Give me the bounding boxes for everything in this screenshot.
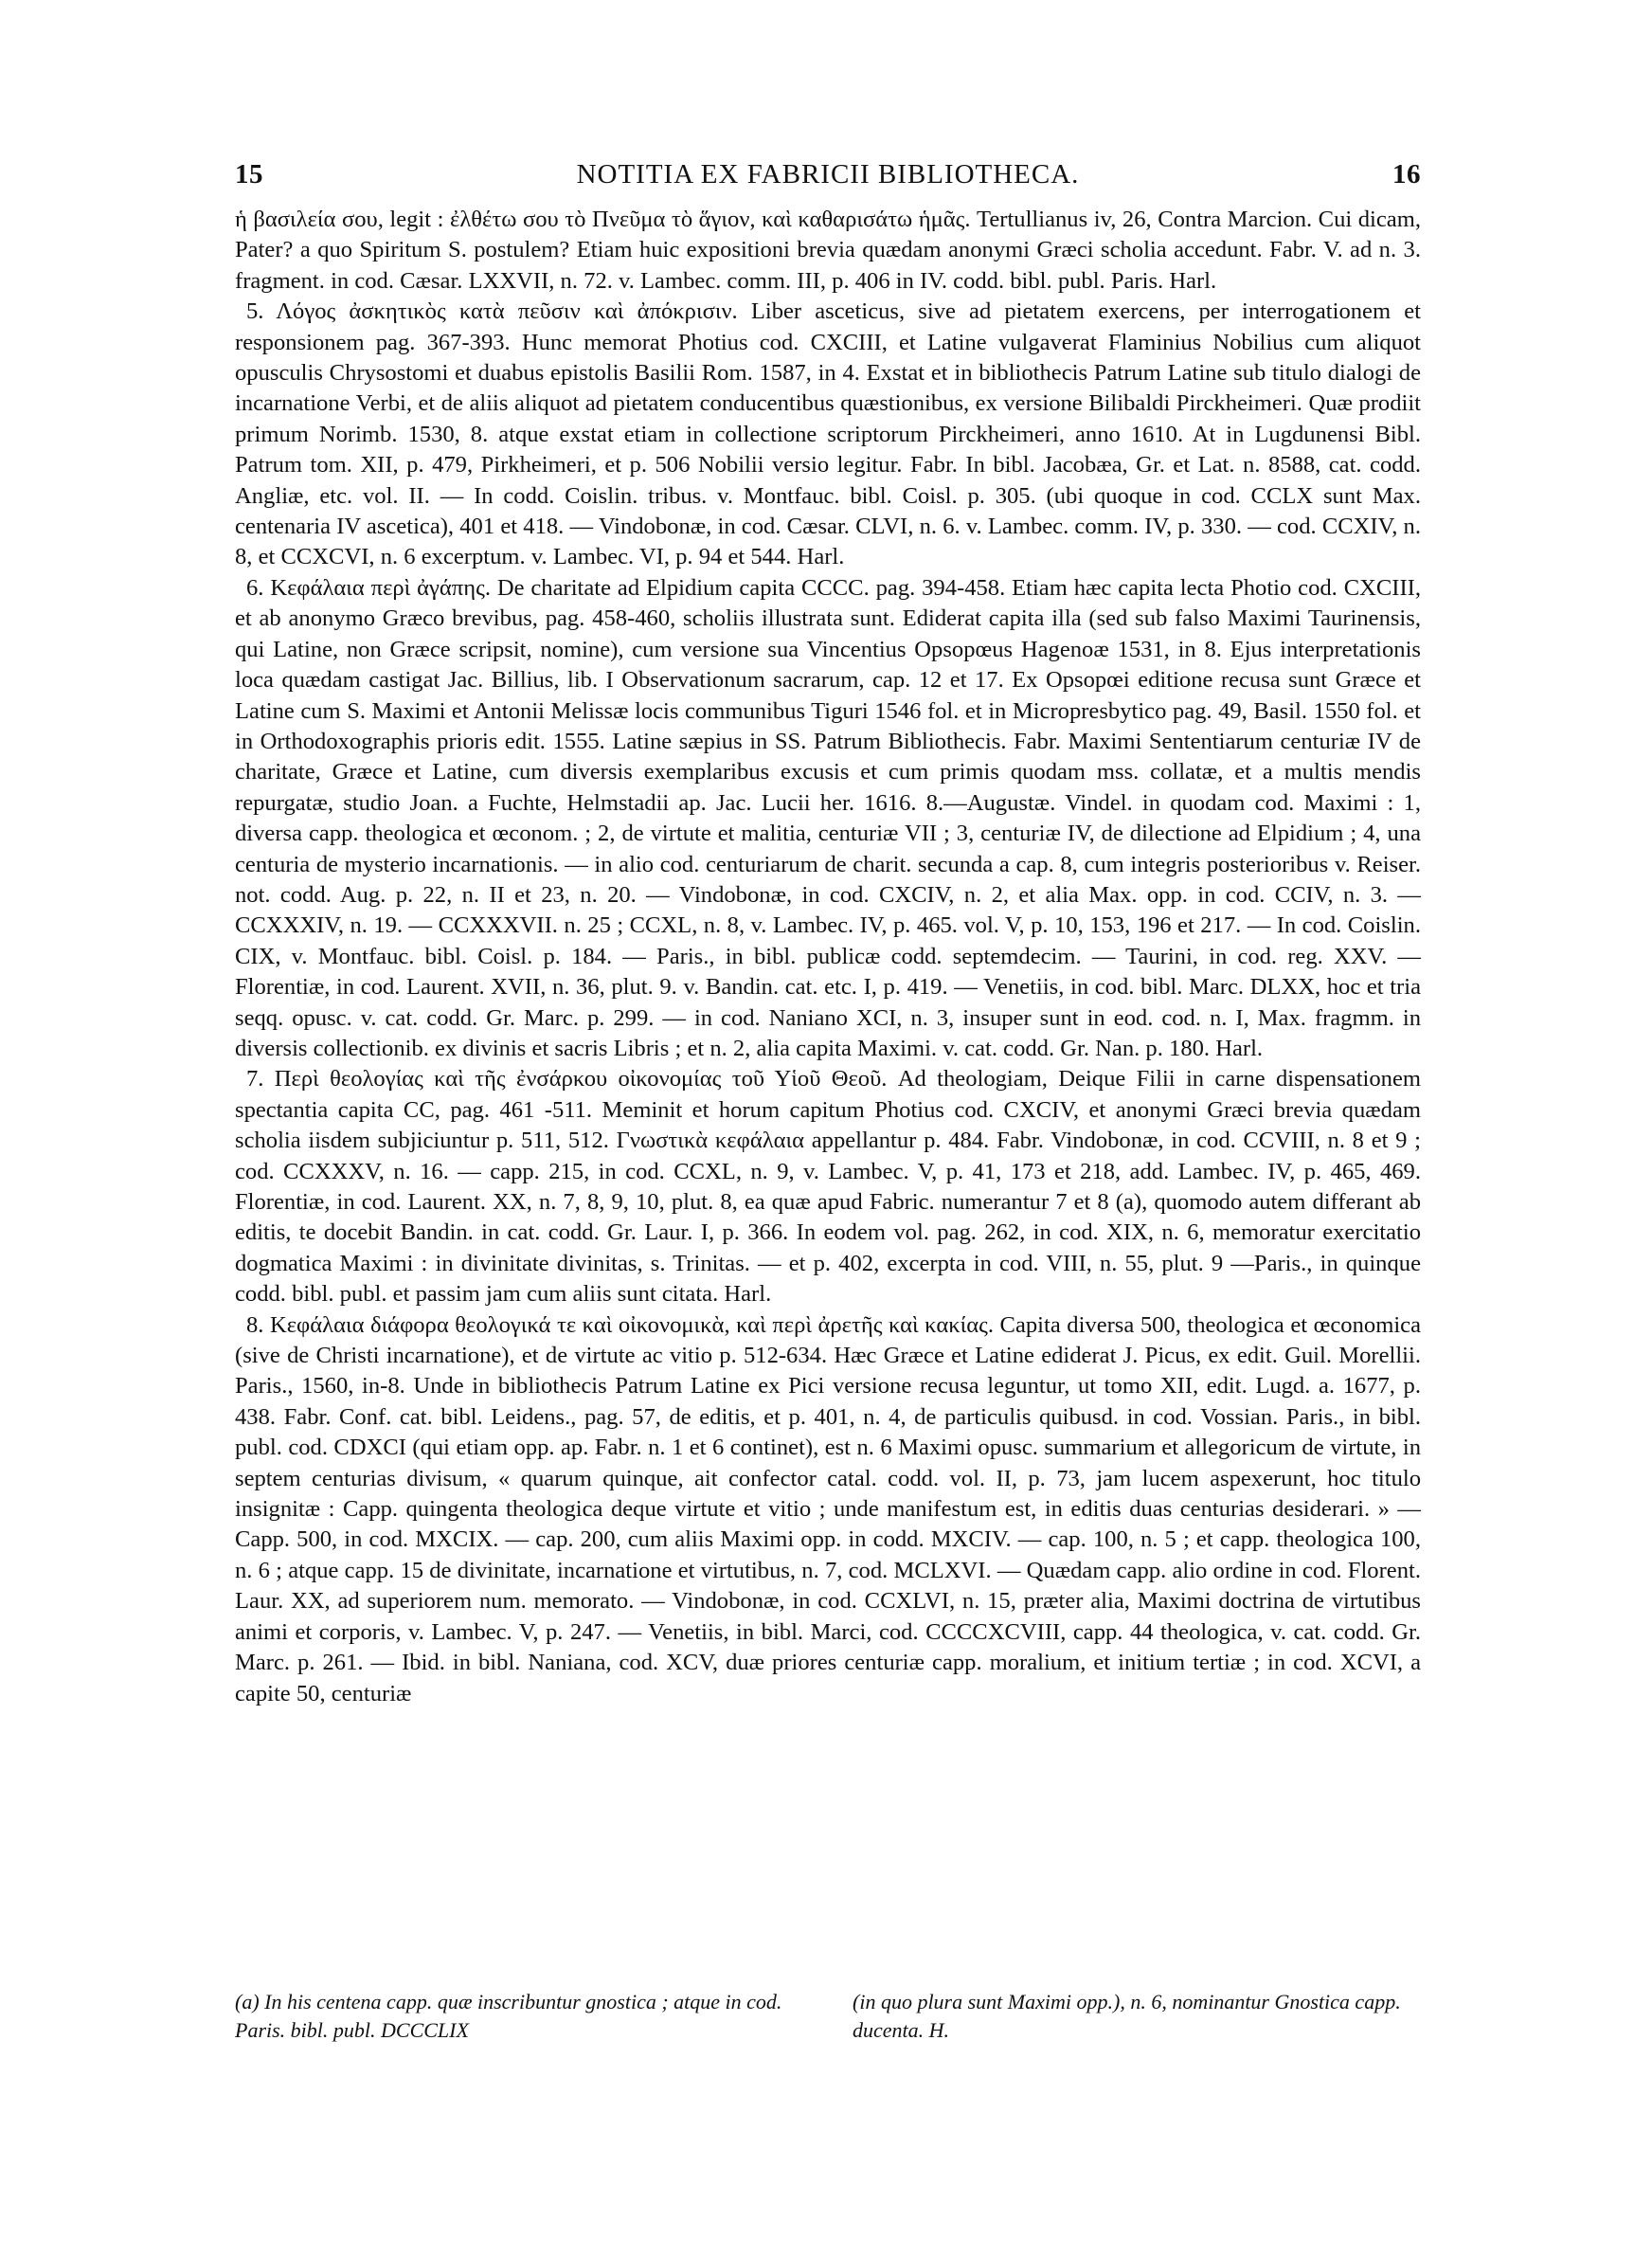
- entry-7-ad-theologiam: 7. Περὶ θεολογίας καὶ τῆς ἐνσάρκου οἰκονομίας τοῦ Υἱοῦ Θεοῦ. Ad theologiam, Deique Filii in carne dispensationem spectantia capita CC, pag. 461 -511. Meminit et horum capitum Photius cod. CXCIV, et anonymi Græci brevia quædam scholia iisdem subjiciuntur p. 511, 512. Γνωστικὰ κεφάλαια appellantur p. 484. Fabr. Vindobonæ, in cod. CCVIII, n. 8 et 9 ; cod. CCXXXV, n. 16. — capp. 215, in cod. CCXL, n. 9, v. Lambec. V, p. 41, 173 et 218, add. Lambec. IV, p. 465, 469. Florentiæ, in cod. Laurent. XX, n. 7, 8, 9, 10, plut. 8, ea quæ apud Fabric. numerantur 7 et 8 (a), quomodo autem differant ab editis, te docebit Bandin. in cat. codd. Gr. Laur. I, p. 366. In eodem vol. pag. 262, in cod. XIX, n. 6, memoratur exercitatio dogmatica Maximi : in divinitate divinitas, s. Trinitas. — et p. 402, excerpta in cod. VIII, n. 55, plut. 9 —Paris., in quinque codd. bibl. publ. et passim jam cum aliis sunt citata. Harl.: [235, 1066, 1421, 1308]
- footnote-right: (in quo plura sunt Maximi opp.), n. 6, nominantur Gnostica capp. ducenta. H.: [853, 1990, 1401, 2042]
- entry-6-de-charitate: 6. Κεφάλαια περὶ ἀγάπης. De charitate ad Elpidium capita CCCC. pag. 394-458. Etiam hæc capita lecta Photio cod. CXCIII, et ab anonymo Græco brevibus, pag. 458-460, scholiis illustrata sunt. Ediderat capita illa (sed sub falso Maximi Taurinensis, qui Latine, non Græce scripsit, nomine), cum versione sua Vincentius Opsopœus Hagenoæ 1531, in 8. Ejus interpretationis loca quædam castigat Jac. Billius, lib. I Observationum sacrarum, cap. 12 et 17. Ex Opsopœi editione recusa sunt Græce et Latine cum S. Maximi et Antonii Melissæ locis communibus Tiguri 1546 fol. et in Micropresbytico pag. 49, Basil. 1550 fol. et in Orthodoxographis prioris edit. 1555. Latine sæpius in SS. Patrum Bibliothecis. Fabr. Maximi Sententiarum centuriæ IV de charitate, Græce et Latine, cum diversis exemplaribus excusis et cum primis quodam mss. collatæ, et a multis mendis repurgatæ, studio Joan. a Fuchte, Helmstadii ap. Jac. Lucii her. 1616. 8.—Augustæ. Vindel. in quodam cod. Maximi : 1, diversa capp. theologica et œconom. ; 2, de virtute et malitia, centuriæ VII ; 3, centuriæ IV, de dilectione ad Elpidium ; 4, una centuria de mysterio incarnationis. — in alio cod. centuriarum de charit. secunda a cap. 8, cum integris posterioribus v. Reiser. not. codd. Aug. p. 22, n. II et 23, n. 20. — Vindobonæ, in cod. CXCIV, n. 2, et alia Max. opp. in cod. CCIV, n. 3. — CCXXXIV, n. 19. — CCXXXVII. n. 25 ; CCXL, n. 8, v. Lambec. IV, p. 465. vol. V, p. 10, 153, 196 et 217. — In cod. Coislin. CIX, v. Montfauc. bibl. Coisl. p. 184. — Paris., in bibl. publicæ codd. septemdecim. — Taurini, in cod. reg. XXV. — Florentiæ, in cod. Laurent. XVII, n. 36, plut. 9. v. Bandin. cat. etc. I, p. 419. — Venetiis, in cod. bibl. Marc. DLXX, hoc et tria seqq. opusc. v. cat. codd. Gr. Marc. p. 299. — in cod. Naniano XCI, n. 3, insuper sunt in eod. cod. n. I, Max. fragmm. in diversis collectionib. ex divinis et sacris Libris ; et n. 2, alia capita Maximi. v. cat. codd. Gr. Nan. p. 180. Harl.: [235, 574, 1421, 1061]
- entry-5-liber-asceticus: 5. Λόγος ἀσκητικὸς κατὰ πεῦσιν καὶ ἀπόκρισιν. Liber asceticus, sive ad pietatem exercens, per interrogationem et responsionem pag. 367-393. Hunc memorat Photius cod. CXCIII, et Latine vulgaverat Flaminius Nobilius cum aliquot opusculis Chrysostomi et duabus epistolis Basilii Rom. 1587, in 4. Exstat et in bibliothecis Patrum Latine sub titulo dialogi de incarnatione Verbi, et de aliis aliquot ad pietatem conducentibus quæstionibus, ex versione Bilibaldi Pirckheimeri. Quæ prodiit primum Norimb. 1530, 8. atque exstat etiam in collectione scriptorum Pirckheimeri, anno 1610. At in Lugdunensi Bibl. Patrum tom. XII, p. 479, Pirkheimeri, et p. 506 Nobilii versio legitur. Fabr. In bibl. Jacobæa, Gr. et Lat. n. 8588, cat. codd. Angliæ, etc. vol. II. — In codd. Coislin. tribus. v. Montfauc. bibl. Coisl. p. 305. (ubi quoque in cod. CCLX sunt Max. centenaria IV ascetica), 401 et 418. — Vindobonæ, in cod. Cæsar. CLVI, n. 6. v. Lambec. comm. IV, p. 330. — cod. CCXIV, n. 8, et CCXCVI, n. 6 excerptum. v. Lambec. VI, p. 94 et 544. Harl.: [235, 298, 1421, 570]
- footnotes: [235, 1988, 1421, 2045]
- running-title: NOTITIA EX FABRICII BIBLIOTHECA.: [576, 159, 1080, 190]
- page-header: [235, 159, 1421, 205]
- page-number-left: 15: [235, 159, 263, 190]
- main-text: [235, 205, 1421, 1709]
- paragraph-continuation: ἡ βασιλεία σου, legit : ἐλθέτω σου τὸ Πνεῦμα τὸ ἅγιον, καὶ καθαρισάτω ἡμᾶς. Tertullianus iv, 26, Contra Marcion. Cui dicam, Pater? a quo Spiritum S. postulem? Etiam huic expositioni brevia quædam anonymi Græci scholia accedunt. Fabr. V. ad n. 3. fragment. in cod. Cæsar. LXXVII, n. 72. v. Lambec. comm. III, p. 406 in IV. codd. bibl. publ. Paris. Harl.: [235, 207, 1421, 294]
- footnote-left: (a) In his centena capp. quæ inscribuntur gnostica ; atque in cod. Paris. bibl. publ. DCCCLIX: [235, 1990, 782, 2042]
- page-number-right: 16: [1392, 159, 1421, 190]
- page: [235, 159, 1421, 2225]
- entry-8-capita-diversa: 8. Κεφάλαια διάφορα θεολογικά τε καὶ οἰκονομικὰ, καὶ περὶ ἀρετῆς καὶ κακίας. Capita diversa 500, theologica et œconomica (sive de Christi incarnatione), et de virtute ac vitio p. 512-634. Hæc Græce et Latine ediderat J. Picus, ex edit. Guil. Morellii. Paris., 1560, in-8. Unde in bibliothecis Patrum Latine ex Pici versione recusa leguntur, ut tomo XII, edit. Lugd. a. 1677, p. 438. Fabr. Conf. cat. bibl. Leidens., pag. 57, de editis, et p. 401, n. 4, de particulis quibusd. in cod. Vossian. Paris., in bibl. publ. cod. CDXCI (qui etiam opp. ap. Fabr. n. 1 et 6 continet), est n. 6 Maximi opusc. summarium et allegoricum de virtute, in septem centurias divisum, « quarum quinque, ait confector catal. codd. vol. II, p. 73, jam lucem aspexerunt, hoc titulo insignitæ : Capp. quingenta theologica deque virtute et vitio ; unde manifestum est, in editis duas centurias desiderari. » — Capp. 500, in cod. MXCIX. — cap. 200, cum aliis Maximi opp. in codd. MXCIV. — cap. 100, n. 5 ; et capp. theologica 100, n. 6 ; atque capp. 15 de divinitate, incarnatione et virtutibus, n. 7, cod. MCLXVI. — Quædam capp. alio ordine in cod. Florent. Laur. XX, ad superiorem num. memorato. — Vindobonæ, in cod. CCXLVI, n. 15, præter alia, Maximi doctrina de virtutibus animi et corporis, v. Lambec. V, p. 247. — Venetiis, in bibl. Marci, cod. CCCCXCVIII, capp. 44 theologica, v. cat. codd. Gr. Marc. p. 261. — Ibid. in bibl. Naniana, cod. XCV, duæ priores centuriæ capp. moralium, et initium tertiæ ; in cod. XCVI, a capite 50, centuriæ: [235, 1311, 1421, 1706]
